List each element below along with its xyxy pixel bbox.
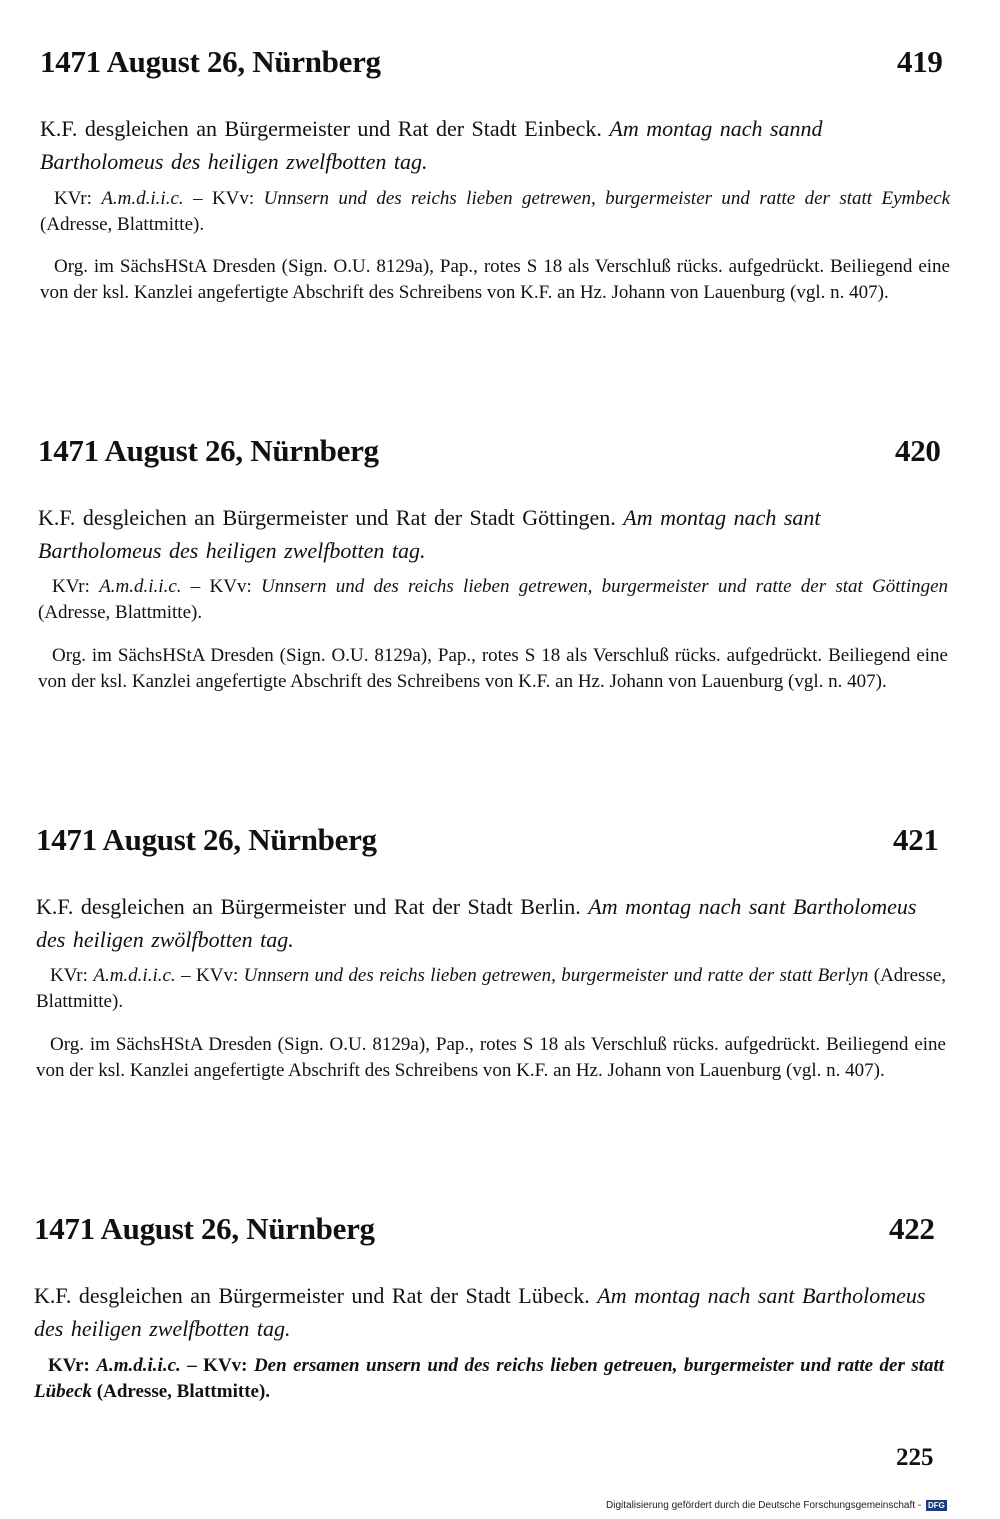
summary-text: K.F. desgleichen an Bürgermeister und Rat der Stadt Göttingen. — [38, 505, 616, 530]
summary-text: K.F. desgleichen an Bürgermeister und Rat der Stadt Einbeck. — [40, 116, 602, 141]
entry-heading — [0, 822, 1000, 862]
summary-quote: Am montag nach sannd Bartholomeus des heiligen zwelfbotten tag. — [40, 116, 823, 174]
credit-text: Digitalisierung gefördert durch die Deutsche Forschungsgemeinschaft - — [606, 1500, 922, 1512]
kv-note — [38, 574, 948, 626]
entry-number: 420 — [895, 433, 941, 468]
org-note: Org. im SächsHStA Dresden (Sign. O.U. 8129a), Pap., rotes S 18 als Verschluß rücks. aufgedrückt. Beiliegend eine von der ksl. Kanzlei angefertigte Abschrift des Schreibens von K.F. an Hz. Johann von Lauenburg (vgl. n. 407). — [38, 645, 948, 692]
summary-text: K.F. desgleichen an Bürgermeister und Rat der Stadt Lübeck. — [34, 1283, 590, 1308]
page-number: 225 — [896, 1444, 934, 1471]
kv-tail: (Adresse, Blattmitte). — [38, 602, 203, 623]
kvv-label: – KVv: — [181, 965, 239, 986]
entry-summary — [34, 1279, 944, 1345]
kvv-text: Unnsern und des reichs lieben getrewen, burgermeister und ratte der statt Berlyn — [243, 965, 869, 986]
entry-number: 422 — [889, 1211, 935, 1246]
entry-date: 1471 August 26, Nürnberg — [38, 433, 379, 468]
kv-tail: (Adresse, Blattmitte). — [40, 214, 205, 235]
kv-note — [36, 963, 946, 1015]
entry-summary — [40, 112, 950, 178]
kvv-text: Unnsern und des reichs lieben getrewen, burgermeister und ratte der statt Eymbeck — [263, 188, 951, 209]
kvr-label: KVr: — [52, 576, 90, 597]
kv-tail: (Adresse, Blattmitte). — [36, 965, 947, 1012]
entry-summary — [36, 890, 946, 956]
kvv-label: – KVv: — [190, 576, 252, 597]
kvv-text: Den ersamen unsern und des reichs lieben getreuen, burgermeister und ratte der statt Lübeck — [34, 1355, 945, 1402]
kvr-label: KVr: — [50, 965, 88, 986]
summary-text: K.F. desgleichen an Bürgermeister und Rat der Stadt Berlin. — [36, 894, 581, 919]
kvv-text: Unnsern und des reichs lieben getrewen, burgermeister und ratte der stat Göttingen — [261, 576, 949, 597]
kvr-label: KVr: — [48, 1355, 90, 1376]
kvr-text: A.m.d.i.i.c. — [96, 1355, 181, 1376]
entry-date: 1471 August 26, Nürnberg — [34, 1211, 375, 1246]
org-note: Org. im SächsHStA Dresden (Sign. O.U. 8129a), Pap., rotes S 18 als Verschluß rücks. aufgedrückt. Beiliegend eine von der ksl. Kanzlei angefertigte Abschrift des Schreibens von K.F. an Hz. Johann von Lauenburg (vgl. n. 407). — [40, 256, 950, 303]
summary-quote: Am montag nach sant Bartholomeus des heiligen zwölfbotten tag. — [36, 894, 917, 952]
entry-summary — [38, 501, 948, 567]
kv-note — [34, 1353, 944, 1405]
kv-note — [40, 186, 950, 238]
kvr-text: A.m.d.i.i.c. — [99, 576, 182, 597]
entry-date: 1471 August 26, Nürnberg — [36, 822, 377, 857]
entry-heading — [0, 1211, 1000, 1251]
digitization-credit — [606, 1500, 947, 1511]
dfg-logo-icon: DFG — [927, 1501, 945, 1510]
entry-number: 421 — [893, 822, 939, 857]
summary-quote: Am montag nach sant Bartholomeus des heiligen zwelfbotten tag. — [38, 505, 821, 563]
kvr-text: A.m.d.i.i.c. — [101, 188, 184, 209]
kvr-text: A.m.d.i.i.c. — [93, 965, 176, 986]
kvv-label: – KVv: — [187, 1355, 248, 1376]
entry-date: 1471 August 26, Nürnberg — [40, 44, 381, 79]
kv-tail: (Adresse, Blattmitte). — [96, 1381, 271, 1402]
kvv-label: – KVv: — [193, 188, 255, 209]
entry-heading — [0, 433, 1000, 473]
org-note: Org. im SächsHStA Dresden (Sign. O.U. 8129a), Pap., rotes S 18 als Verschluß rücks. aufgedrückt. Beiliegend eine von der ksl. Kanzlei angefertigte Abschrift des Schreibens von K.F. an Hz. Johann von Lauenburg (vgl. n. 407). — [36, 1034, 946, 1081]
entry-number: 419 — [897, 44, 943, 79]
entry-heading — [0, 44, 1000, 84]
summary-quote: Am montag nach sant Bartholomeus des heiligen zwelfbotten tag. — [34, 1283, 926, 1341]
kvr-label: KVr: — [54, 188, 92, 209]
